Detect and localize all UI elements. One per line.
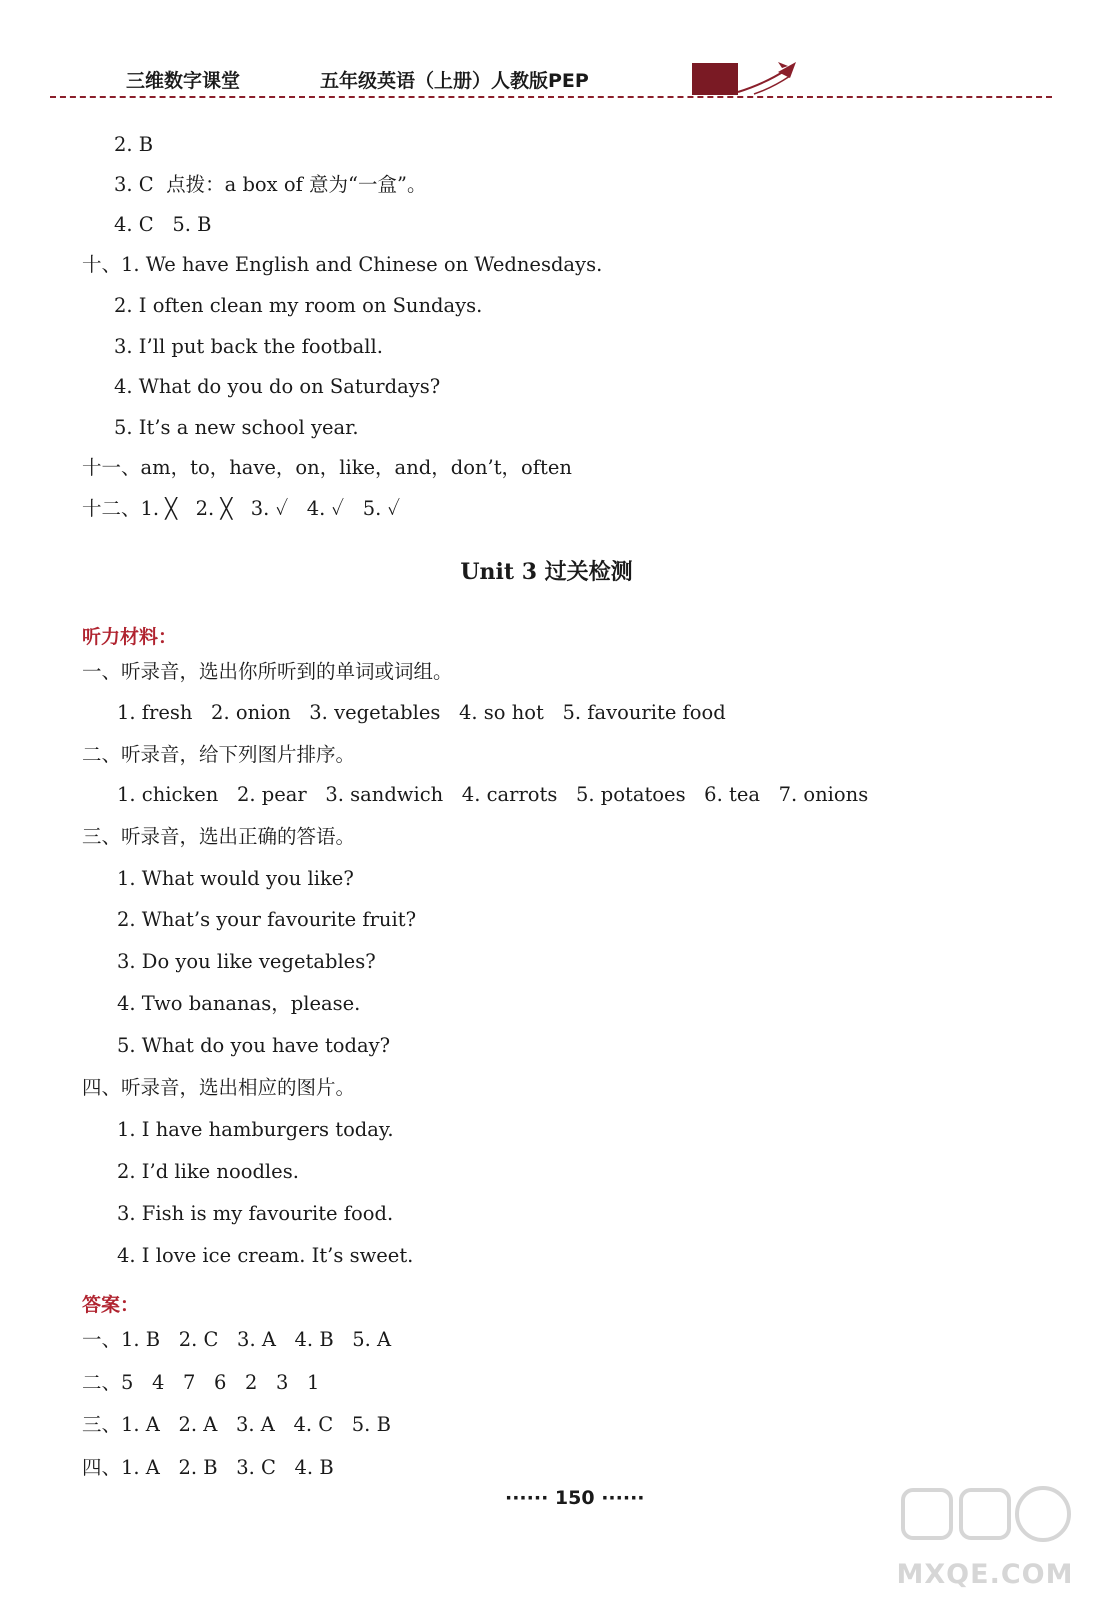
answer-line: 三、1. A 2. A 3. A 4. C 5. B [82,1413,391,1436]
answers-label: 答案： [82,1294,140,1316]
listening-label: 听力材料： [82,626,178,648]
list-item: 1. What would you like? [117,867,354,890]
list-item: 3. Do you like vegetables? [117,950,376,973]
list-item: 5. What do you have today? [117,1034,391,1057]
page-number: ······ 150 ······ [505,1487,645,1509]
page-number-value: 150 [554,1487,595,1509]
header-decor-block [692,63,738,95]
watermark-logo-icon [895,1480,1075,1550]
header-divider [50,96,1052,98]
section-heading: 二、听录音，给下列图片排序。 [82,743,356,766]
answer-line: 2. B [114,133,154,156]
section-heading: 一、听录音，选出你所听到的单词或词组。 [82,660,453,683]
section-heading: 三、听录音，选出正确的答语。 [82,825,356,848]
list-item: 1. fresh 2. onion 3. vegetables 4. so hot 5. favourite food [117,701,726,724]
list-item: 4. I love ice cream. It’s sweet. [117,1244,414,1267]
answer-line: 5. It’s a new school year. [114,416,359,439]
answer-line: 3. I’ll put back the football. [114,335,383,358]
answer-line: 2. I often clean my room on Sundays. [114,294,483,317]
answer-line: 十一、am，to，have，on，like，and，don’t，often [82,456,572,479]
list-item: 4. Two bananas，please. [117,992,361,1015]
header-series: 三维数字课堂 [126,70,241,92]
answer-line: 二、5 4 7 6 2 3 1 [82,1371,320,1394]
answer-line: 十二、1. ╳ 2. ╳ 3. ✓ 4. ✓ 5. ✓ [82,497,401,520]
answer-line: 十、1. We have English and Chinese on Wednesdays. [82,253,603,276]
unit-title: Unit 3 过关检测 [460,559,633,585]
watermark-text: MXQE.COM [896,1559,1074,1590]
answer-line: 一、1. B 2. C 3. A 4. B 5. A [82,1328,392,1351]
list-item: 3. Fish is my favourite food. [117,1202,394,1225]
list-item: 2. I’d like noodles. [117,1160,299,1183]
section-heading: 四、听录音，选出相应的图片。 [82,1076,356,1099]
rocket-icon [734,58,800,96]
list-item: 1. chicken 2. pear 3. sandwich 4. carrots 5. potatoes 6. tea 7. onions [117,783,869,806]
answer-line: 四、1. A 2. B 3. C 4. B [82,1456,334,1479]
answer-line: 3. C 点拨：a box of 意为“一盒”。 [114,173,427,196]
answer-line: 4. What do you do on Saturdays? [114,375,441,398]
list-item: 2. What’s your favourite fruit? [117,908,417,931]
list-item: 1. I have hamburgers today. [117,1118,394,1141]
header-book-title: 五年级英语（上册）人教版PEP [320,70,589,92]
watermark [895,1480,1075,1590]
answer-line: 4. C 5. B [114,213,212,236]
